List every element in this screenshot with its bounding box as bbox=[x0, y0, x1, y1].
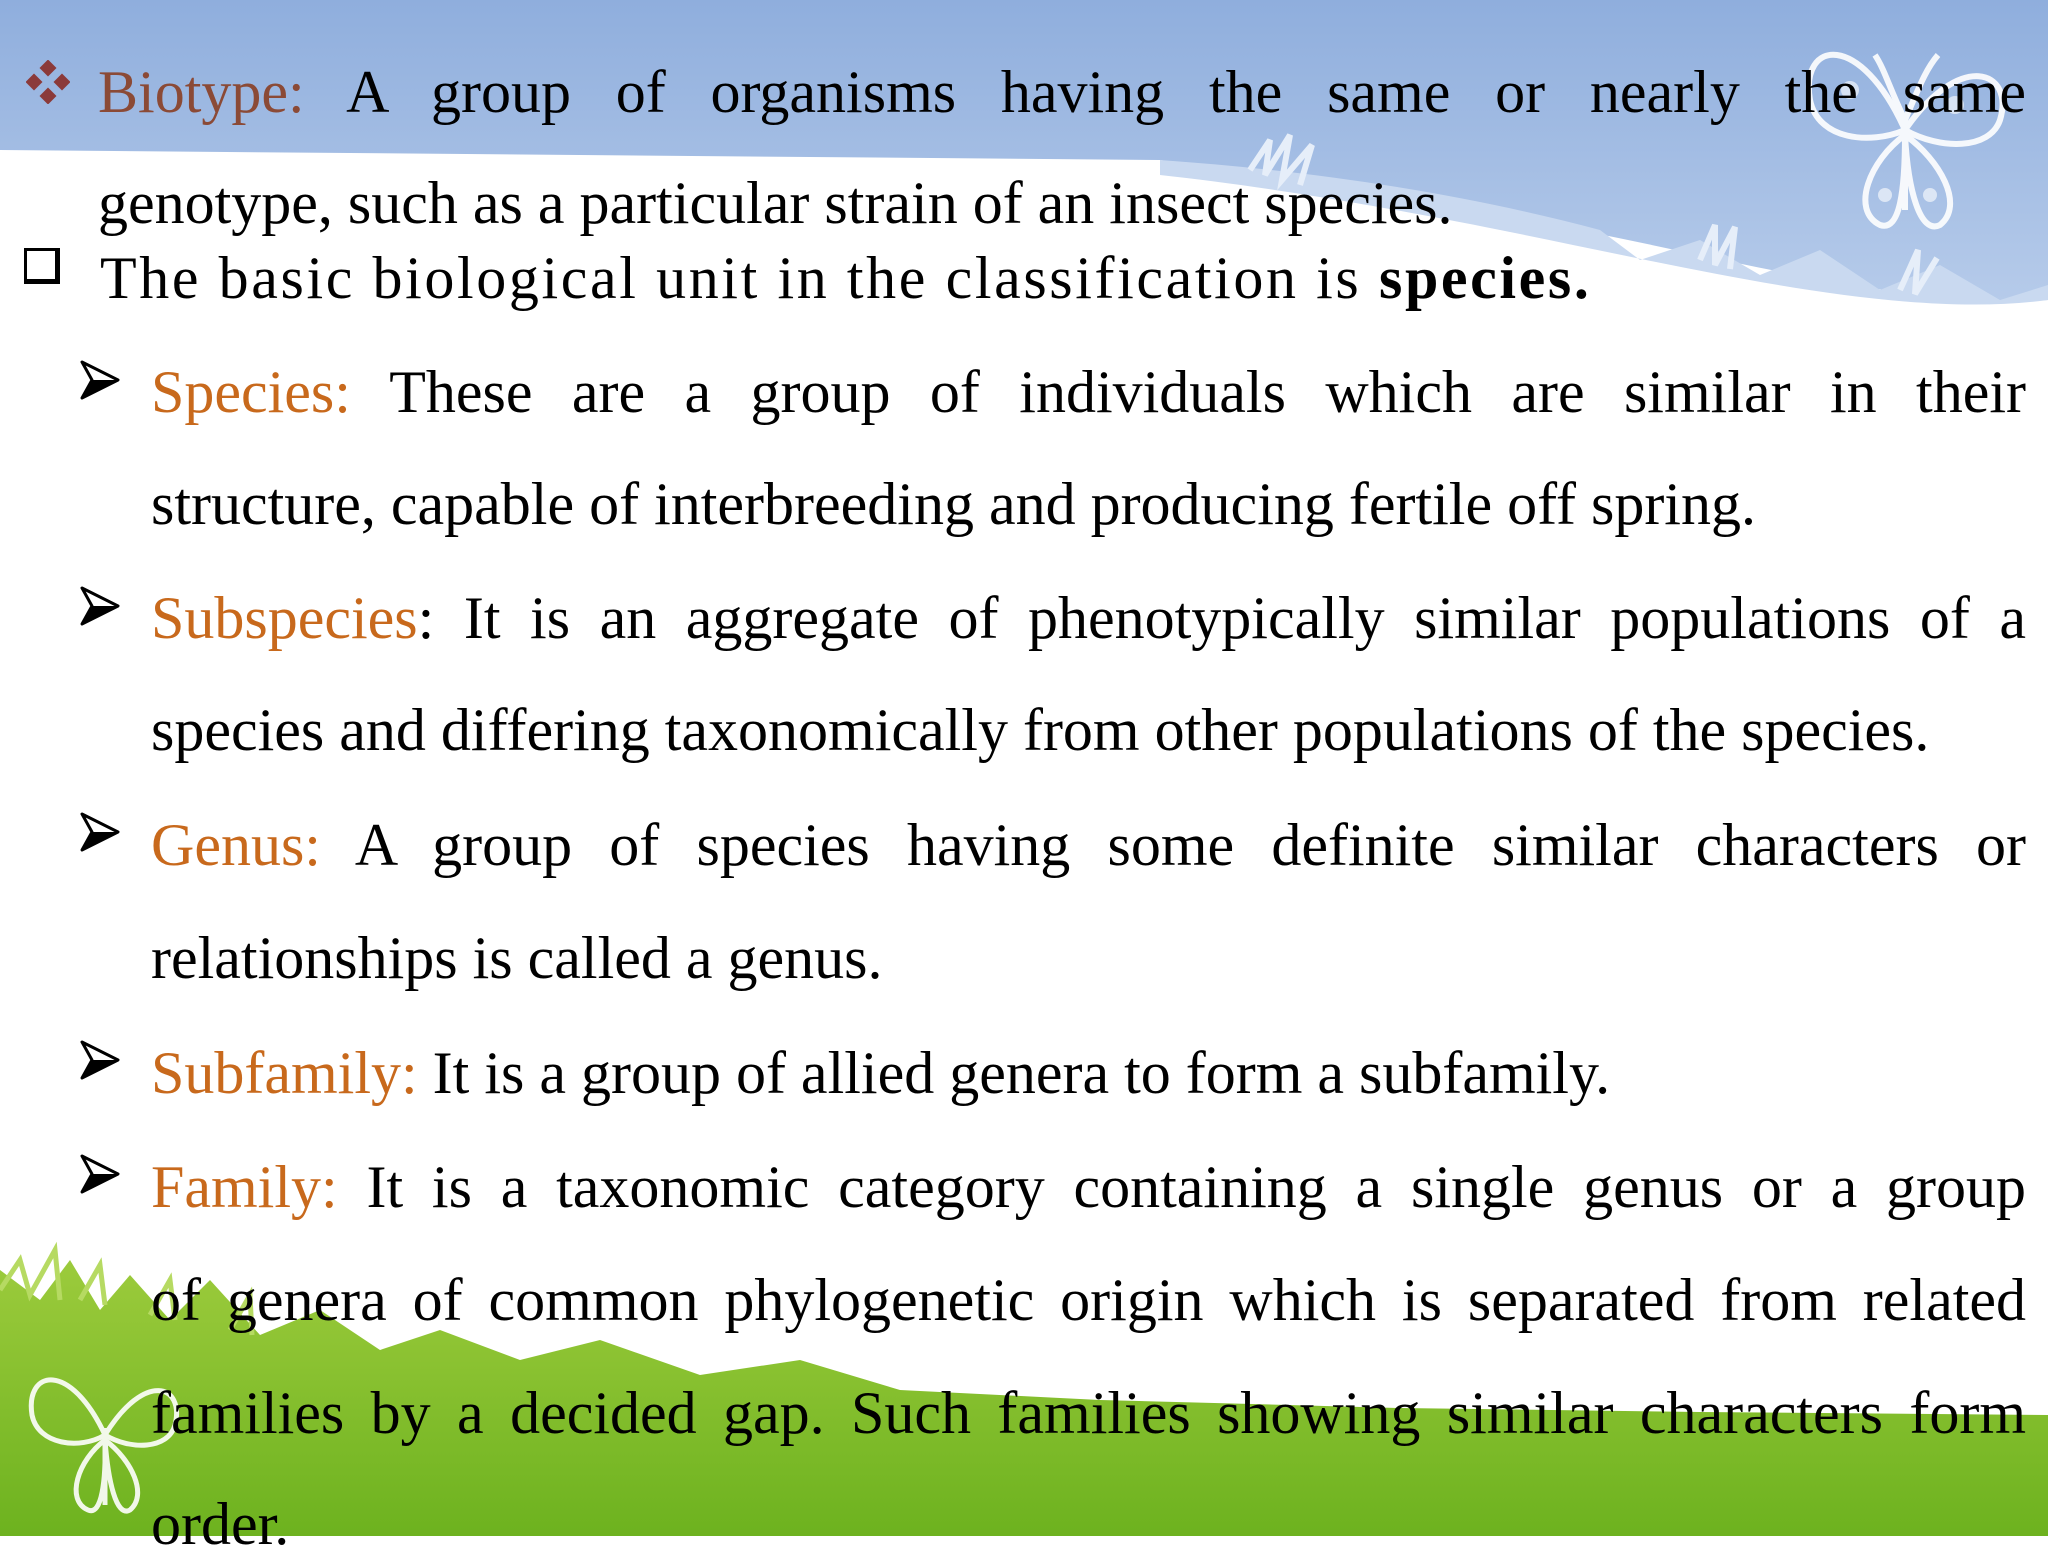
subspecies-definition: : It is an aggregate of phenotypically similar populations of a bbox=[417, 585, 2026, 651]
arrow-bullet-icon bbox=[78, 1152, 122, 1196]
species-line-2: structure, capable of interbreeding and producing fertile off spring. bbox=[151, 471, 1756, 537]
arrow-bullet-icon bbox=[78, 584, 122, 628]
arrow-bullet-icon bbox=[78, 1038, 122, 1082]
family-line-3: families by a decided gap. Such families showing similar characters form bbox=[151, 1380, 2026, 1446]
biotype-line-2: genotype, such as a particular strain of an insect species. bbox=[98, 170, 1453, 236]
genus-definition: A group of species having some definite similar characters or bbox=[320, 812, 2026, 878]
subspecies-line-2: species and differing taxonomically from other populations of the species. bbox=[151, 697, 1930, 763]
subspecies-term: Subspecies bbox=[151, 585, 418, 651]
family-line-4: order. bbox=[151, 1491, 290, 1557]
subspecies-line-1 bbox=[151, 585, 2026, 651]
genus-line-1 bbox=[151, 812, 2026, 878]
family-line-2: of genera of common phylogenetic origin which is separated from related bbox=[151, 1267, 2026, 1333]
biotype-term: Biotype: bbox=[98, 59, 305, 125]
basic-unit-text: The basic biological unit in the classification is bbox=[100, 245, 1379, 311]
arrow-bullet-icon bbox=[78, 810, 122, 854]
arrow-bullet-icon bbox=[78, 358, 122, 402]
diamond-bullet-icon bbox=[26, 60, 70, 104]
checkbox-bullet-icon bbox=[24, 248, 60, 284]
genus-term: Genus: bbox=[151, 812, 321, 878]
subfamily-line-1 bbox=[151, 1040, 1611, 1106]
biotype-definition: A group of organisms having the same or nearly the same bbox=[304, 59, 2026, 125]
subfamily-definition: It is a group of allied genera to form a subfamily. bbox=[417, 1040, 1611, 1106]
basic-unit-bold: species. bbox=[1379, 245, 1592, 311]
basic-unit-statement bbox=[100, 245, 1592, 311]
species-line-1 bbox=[151, 359, 2026, 425]
subfamily-term: Subfamily: bbox=[151, 1040, 418, 1106]
family-definition: It is a taxonomic category containing a single genus or a group bbox=[337, 1154, 2026, 1220]
biotype-line-1 bbox=[98, 59, 2026, 125]
species-term: Species: bbox=[151, 359, 351, 425]
family-term: Family: bbox=[151, 1154, 338, 1220]
species-definition: These are a group of individuals which are similar in their bbox=[350, 359, 2026, 425]
genus-line-2: relationships is called a genus. bbox=[151, 925, 883, 991]
family-line-1 bbox=[151, 1154, 2026, 1220]
